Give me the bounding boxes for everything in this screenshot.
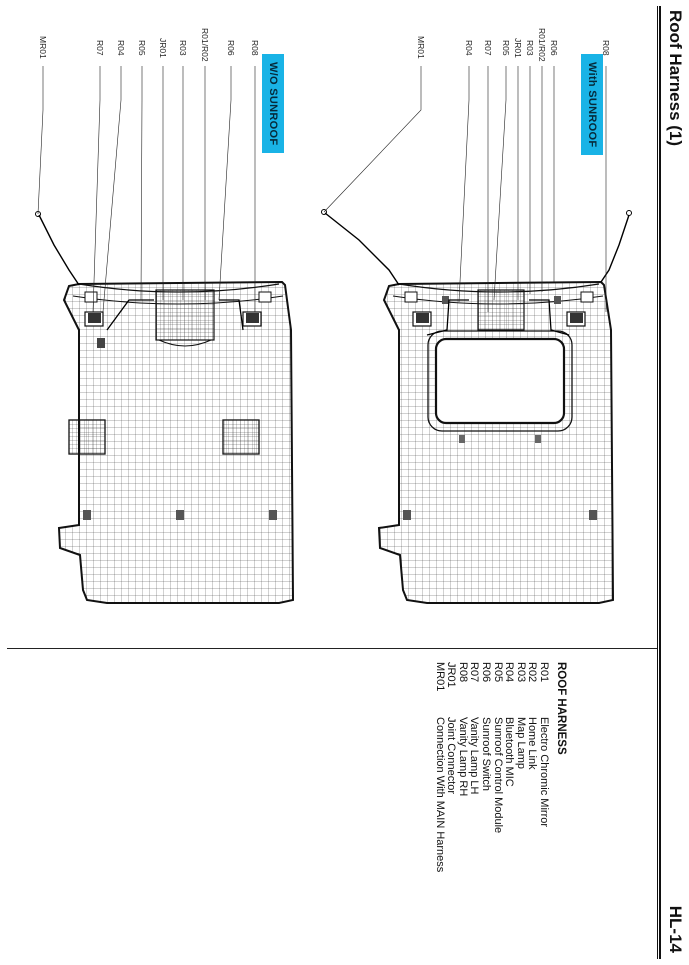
legend-code: R07 xyxy=(468,662,481,683)
legend-row xyxy=(468,662,480,872)
legend-desc: Electro Chromic Mirror xyxy=(538,717,550,828)
leader-wo-r05 xyxy=(141,66,142,300)
callout-label: R03 xyxy=(178,40,188,56)
legend-row xyxy=(537,662,549,872)
legend-desc: Bluetooth MIC xyxy=(503,717,516,787)
callout-label: R05 xyxy=(137,40,147,56)
leader-wo-r06 xyxy=(219,66,231,300)
callout-label: MR01 xyxy=(416,36,426,59)
legend-desc: Sunroof Switch xyxy=(480,717,493,791)
callout-label: R07 xyxy=(483,40,493,56)
callout-label: MR01 xyxy=(38,36,48,59)
callout-label: R01/R02 xyxy=(537,28,547,62)
legend-row xyxy=(503,662,515,872)
leader-ws-r05 xyxy=(494,66,506,300)
legend-row xyxy=(456,662,468,872)
badge-without-sunroof: W/O SUNROOF xyxy=(262,54,284,153)
legend-code: R06 xyxy=(480,662,493,683)
legend-row xyxy=(433,662,445,872)
legend-code: R08 xyxy=(456,662,469,683)
legend-desc: Map Lamp xyxy=(514,717,527,769)
page-title: Roof Harness (1) xyxy=(666,10,685,147)
legend-code: MR01 xyxy=(433,662,446,692)
legend-desc: Joint Connector xyxy=(445,717,458,795)
leader-ws-r04 xyxy=(459,66,469,302)
callout-label: R03 xyxy=(525,40,535,56)
leader-wo-mr01 xyxy=(38,66,43,214)
legend-code: R04 xyxy=(503,662,516,683)
legend xyxy=(433,662,567,872)
leader-ws-mr01 xyxy=(324,66,421,212)
legend-heading: ROOF HARNESS xyxy=(555,662,567,755)
legend-desc: Sunroof Control Module xyxy=(491,717,504,834)
leader-lines xyxy=(38,66,606,312)
legend-desc: Home Link xyxy=(526,717,539,770)
legend-code: JR01 xyxy=(445,662,458,688)
headliner-with-sunroof xyxy=(322,210,632,604)
legend-row xyxy=(526,662,538,872)
callout-label: R08 xyxy=(250,40,260,56)
legend-desc: Connection With MAIN Harness xyxy=(433,717,446,873)
legend-code: R01 xyxy=(538,662,550,683)
page-number: HL-14 xyxy=(666,905,685,953)
leader-wo-r04 xyxy=(103,66,121,312)
leader-wo-r07 xyxy=(93,66,100,312)
callout-label: R04 xyxy=(116,40,126,56)
legend-row xyxy=(479,662,491,872)
callout-label: R06 xyxy=(226,40,236,56)
callout-label: R04 xyxy=(464,40,474,56)
callout-label: R07 xyxy=(95,40,105,56)
callout-label: JR01 xyxy=(513,38,523,58)
legend-code: R03 xyxy=(514,662,527,683)
legend-row xyxy=(514,662,526,872)
legend-desc: Vanity Lamp LH xyxy=(468,717,481,795)
legend-code: R02 xyxy=(526,662,539,683)
legend-desc: Vanity Lamp RH xyxy=(456,717,469,797)
callout-label: R05 xyxy=(501,40,511,56)
callout-label: R06 xyxy=(549,40,559,56)
legend-row xyxy=(445,662,457,872)
headliner-without-sunroof xyxy=(36,212,294,604)
legend-code: R05 xyxy=(491,662,504,683)
callout-label: JR01 xyxy=(158,38,168,58)
legend-row xyxy=(491,662,503,872)
badge-with-sunroof: With SUNROOF xyxy=(581,54,603,155)
callout-label: R08 xyxy=(601,40,611,56)
callout-label: R01/R02 xyxy=(200,28,210,62)
